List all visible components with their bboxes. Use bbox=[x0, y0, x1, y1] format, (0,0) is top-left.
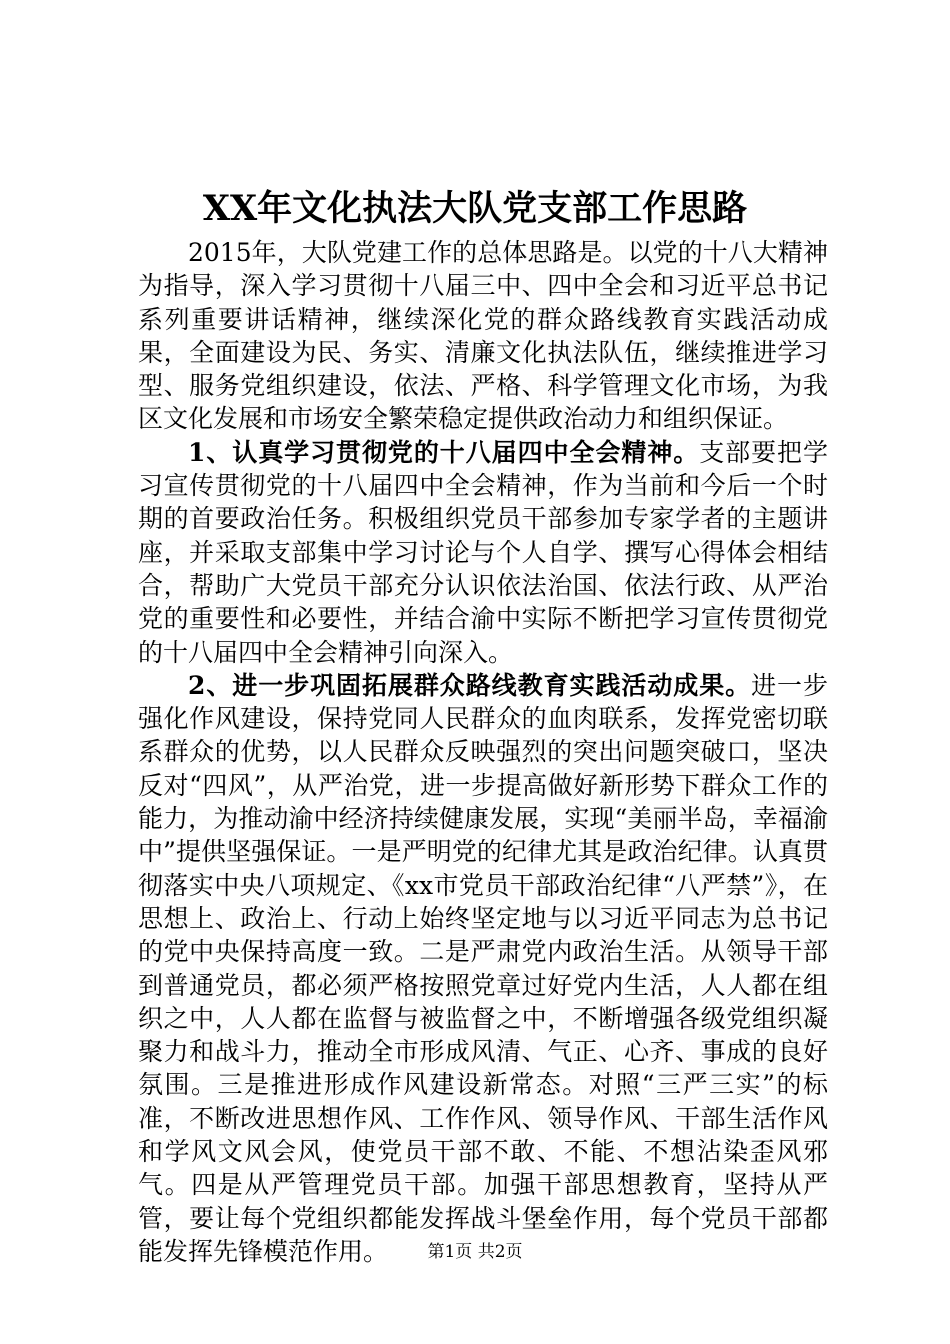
document-body bbox=[138, 236, 828, 1268]
paragraph-heading: 1、认真学习贯彻党的十八届四中全会精神。 bbox=[188, 437, 700, 467]
paragraph-item-2 bbox=[138, 669, 828, 1268]
paragraph-intro bbox=[138, 236, 828, 436]
paragraph-text: 支部要把学习宣传贯彻党的十八届四中全会精神，作为当前和今后一个时期的首要政治任务。积极组织党员干部参加专家学者的主题讲座，并采取支部集中学习讨论与个人自学、撰写心得体会相结合，帮助广大党员干部充分认识依法治国、依法行政、从严治党的重要性和必要性，并结合渝中实际不断把学习宣传贯彻党的十八届四中全会精神引向深入。 bbox=[138, 437, 828, 667]
page-number-footer: 第1页 共2页 bbox=[427, 1242, 523, 1262]
paragraph-text: 进一步强化作风建设，保持党同人民群众的血肉联系，发挥党密切联系群众的优势，以人民群众反映强烈的突出问题突破口，坚决反对“四风”，从严治党，进一步提高做好新形势下群众工作的能力，为推动渝中经济持续健康发展，实现“美丽半岛，幸福渝中”提供坚强保证。一是严明党的纪律尤其是政治纪律。认真贯彻落实中央八项规定、《xx市党员干部政治纪律“八严禁”》，在思想上、政治上、行动上始终坚定地与以习近平同志为总书记的党中央保持高度一致。二是严肃党内政治生活。从领导干部到普通党员，都必须严格按照党章过好党内生活，人人都在组织之中，人人都在监督与被监督之中，不断增强各级党组织凝聚力和战斗力，推动全市形成风清、气正、心齐、事成的良好氛围。三是推进形成作风建设新常态。对照“三严三实”的标准，不断改进思想作风、工作作风、领导作风、干部生活作风和学风文风会风，使党员干部不敢、不能、不想沾染歪风邪气。四是从严管理党员干部。加强干部思想教育，坚持从严管，要让每个党组织都能发挥战斗堡垒作用，每个党员干部都能发挥先锋模范作用。 bbox=[138, 670, 828, 1266]
paragraph-text: 2015年，大队党建工作的总体思路是。以党的十八大精神为指导，深入学习贯彻十八届三中、四中全会和习近平总书记系列重要讲话精神，继续深化党的群众路线教育实践活动成果，全面建设为民、务实、清廉文化执法队伍，继续推进学习型、服务党组织建设，依法、严格、科学管理文化市场，为我区文化发展和市场安全繁荣稳定提供政治动力和组织保证。 bbox=[138, 238, 828, 434]
paragraph-heading: 2、进一步巩固拓展群众路线教育实践活动成果。 bbox=[188, 670, 752, 700]
paragraph-item-1 bbox=[138, 436, 828, 669]
document-title: XX年文化执法大队党支部工作思路 bbox=[202, 188, 748, 229]
